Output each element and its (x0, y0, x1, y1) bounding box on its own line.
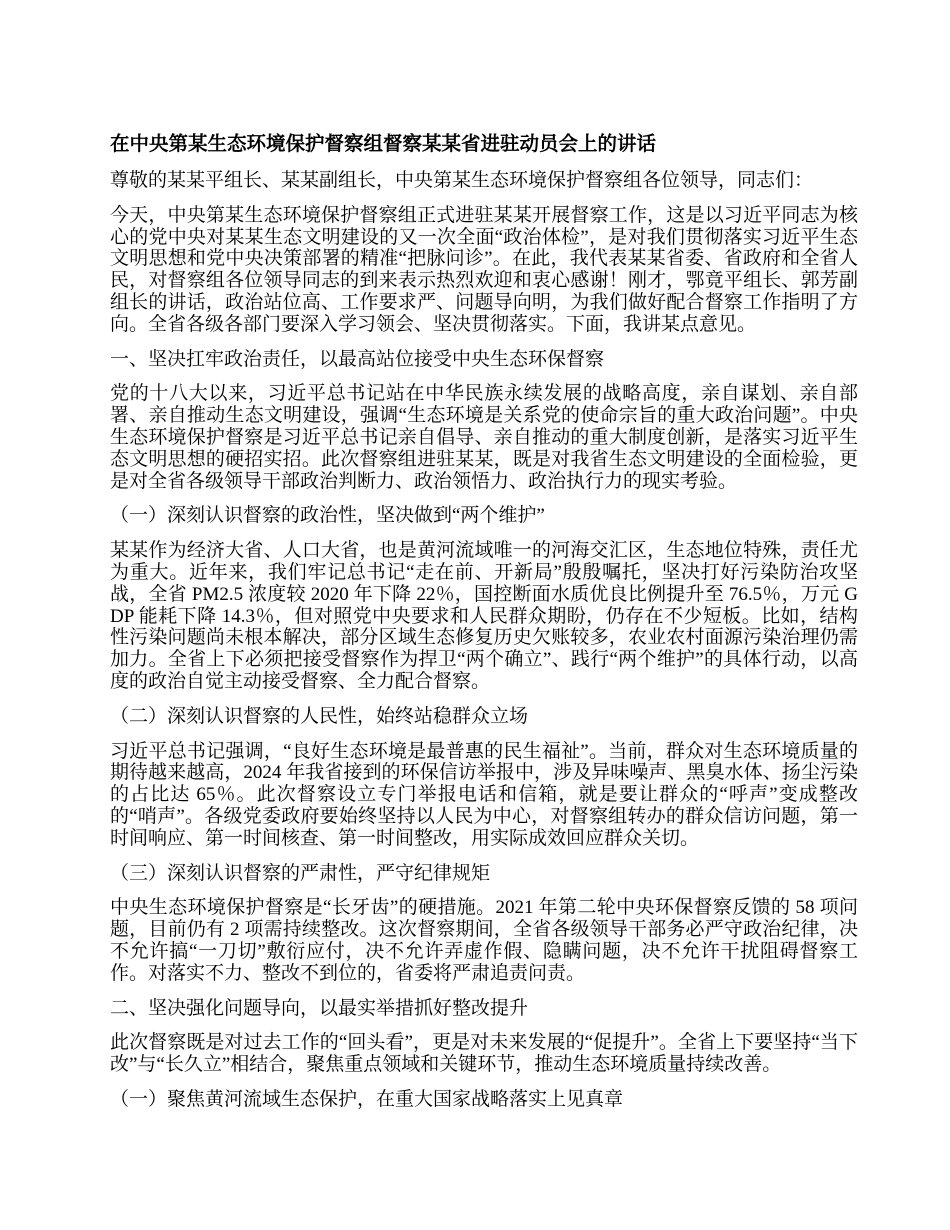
document-title: 在中央第某生态环境保护督察组督察某某省进驻动员会上的讲话 (110, 134, 657, 155)
document-body (110, 132, 858, 1111)
subsection-heading: （三）深刻认识督察的严肃性，严守纪律规矩 (110, 862, 491, 884)
body-paragraph: 某某作为经济大省、人口大省，也是黄河流域唯一的河海交汇区，生态地位特殊，责任尤为重大。近年来，我们牢记总书记“走在前、开新局”殷殷嘱托，坚决打好污染防治攻坚战，全省 PM2.5 浓度较 2020 年下降 22％，国控断面水质优良比例提升至 76.5％，万元 GDP 能耗下降 14.3％，但对照党中央要求和人民群众期盼，仍存在不少短板。比如，结构性污染问题尚未根本解决，部分区域生态修复历史欠账较多，农业农村面源污染治理仍需加力。全省上下必须把接受督察作为捍卫“两个确立”、践行“两个维护”的具体行动，以高度的政治自觉主动接受督察、全力配合督察。 (110, 540, 858, 692)
section-heading: 二、坚决强化问题导向，以最实举措抓好整改提升 (110, 997, 529, 1019)
body-paragraph: 此次督察既是对过去工作的“回头看”，更是对未来发展的“促提升”。全省上下要坚持“当下改”与“长久立”相结合，聚焦重点领域和关键环节，推动生态环境质量持续改善。 (110, 1032, 858, 1076)
subsection-heading: （一）聚焦黄河流域生态保护，在重大国家战略落实上见真章 (110, 1088, 624, 1110)
body-paragraph: 中央生态环境保护督察是“长牙齿”的硬措施。2021 年第二轮中央环保督察反馈的 58 项问题，目前仍有 2 项需持续整改。这次督察期间，全省各级领导干部务必严守政治纪律，决不允许搞“一刀切”敷衍应付，决不允许弄虚作假、隐瞒问题，决不允许干扰阻碍督察工作。对落实不力、整改不到位的，省委将严肃追责问责。 (110, 897, 858, 984)
subsection-heading: （二）深刻认识督察的人民性，始终站稳群众立场 (110, 705, 529, 727)
subsection-heading: （一）深刻认识督察的政治性，坚决做到“两个维护” (110, 505, 545, 527)
body-paragraph: 党的十八大以来，习近平总书记站在中华民族永续发展的战略高度，亲自谋划、亲自部署、亲自推动生态文明建设，强调“生态环境是关系党的使命宗旨的重大政治问题”。中央生态环境保护督察是习近平总书记亲自倡导、亲自推动的重大制度创新，是落实习近平生态文明思想的硬招实招。此次督察组进驻某某，既是对我省生态文明建设的全面检验，更是对全省各级领导干部政治判断力、政治领悟力、政治执行力的现实考验。 (110, 383, 858, 492)
body-paragraph: 习近平总书记强调，“良好生态环境是最普惠的民生福祉”。当前，群众对生态环境质量的期待越来越高，2024 年我省接到的环保信访举报中，涉及异味噪声、黑臭水体、扬尘污染的占比达 65％。此次督察设立专门举报电话和信箱，就是要让群众的“呼声”变成整改的“哨声”。各级党委政府要始终坚持以人民为中心，对督察组转办的群众信访问题，第一时间响应、第一时间核查、第一时间整改，用实际成效回应群众关切。 (110, 740, 858, 849)
section-heading: 一、坚决扛牢政治责任，以最高站位接受中央生态环保督察 (110, 348, 605, 370)
body-paragraph: 尊敬的某某平组长、某某副组长，中央第某生态环境保护督察组各位领导，同志们： (110, 170, 814, 191)
body-paragraph: 今天，中央第某生态环境保护督察组正式进驻某某开展督察工作，这是以习近平同志为核心的党中央对某某生态文明建设的又一次全面“政治体检”，是对我们贯彻落实习近平生态文明思想和党中央决策部署的精准“把脉问诊”。在此，我代表某某省委、省政府和全省人民，对督察组各位领导同志的到来表示热烈欢迎和衷心感谢！刚才，鄂竟平组长、郭芳副组长的讲话，政治站位高、工作要求严、问题导向明，为我们做好配合督察工作指明了方向。全省各级各部门要深入学习领会、坚决贯彻落实。下面，我讲某点意见。 (110, 204, 858, 335)
